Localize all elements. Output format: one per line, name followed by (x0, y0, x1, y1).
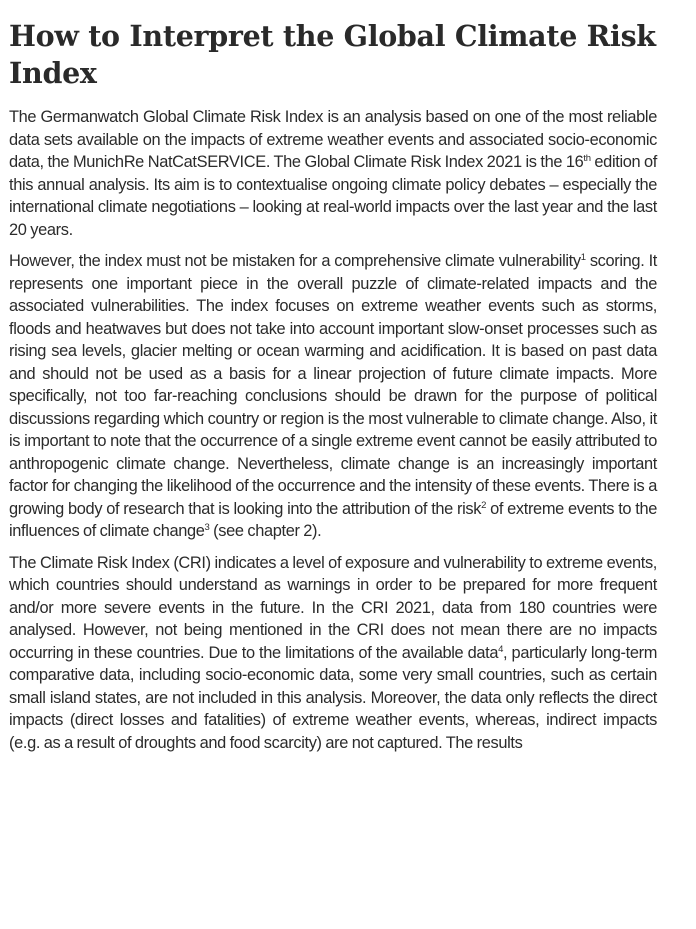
paragraph-limitations (9, 250, 657, 543)
paragraph-text: edition of this annual analysis. Its aim is to contextualise ongoing climate policy debates – especially the international climate negotiations – looking at real-world impacts over the last year and the last 20 years. (9, 153, 657, 239)
footnote-ref-4[interactable]: 4 (498, 643, 504, 655)
footnote-ref-3[interactable]: 3 (204, 522, 210, 533)
document-page (9, 18, 657, 763)
superscript: th (583, 153, 591, 164)
page-title: How to Interpret the Global Climate Risk Index (9, 19, 656, 90)
paragraph-text: of extreme events to the influences of climate change (9, 499, 657, 540)
paragraph-text: (see chapter 2). (209, 522, 322, 540)
paragraph-text: The Climate Risk Index (CRI) indicates a level of exposure and vulnerability to extreme events, which countries should understand as warnings in order to be prepared for more frequent and/or more severe events in the future. In the CRI 2021, data from 180 countries were analysed. However, not being mentioned in the CRI does not mean there are no impacts occurring in these countries. Due to the limitations of the available data (9, 553, 657, 662)
footnote-ref-2[interactable]: 2 (481, 499, 487, 511)
footnote-ref-1[interactable]: 1 (580, 252, 586, 263)
paragraph-text: scoring. It represents one important piece in the overall puzzle of climate-related impacts and the associated vulnerabilities. The index focuses on extreme weather events such as storms, floods and heatwaves but does not take into account important slow-onset processes such as rising sea levels, glacier melting or ocean warming and acidification. It is based on past data and should not be used as a basis for a linear projection of future climate impacts. More specifically, not too far-reaching conclusions should be drawn for the purpose of political discussions regarding which country or region is the most vulnerable to climate change. Also, it is important to note that the occurrence of a single extreme event cannot be easily attributed to anthropogenic climate change. Nevertheless, climate change is an increasingly important factor for changing the likelihood of the occurrence and the intensity of these events. There is a growing body of research that is looking into the attribution of the risk (9, 252, 657, 518)
paragraph-text: However, the index must not be mistaken for a comprehensive climate vulnerability (9, 252, 581, 270)
paragraph-text: , particularly long-term comparative data, including socio-economic data, some very small countries, such as certain small island states, are not included in this analysis. Moreover, the data only reflects the direct impacts (direct losses and fatalities) of extreme weather events, whereas, indirect impacts (e.g. as a result of droughts and food scarcity) are not captured. The results (9, 643, 657, 752)
paragraph-cri-exposure (9, 552, 657, 755)
paragraph-text: The Germanwatch Global Climate Risk Index is an analysis based on one of the most reliable data sets available on the impacts of extreme weather events and associated socio-economic data, the MunichRe NatCatSERVICE. The Global Climate Risk Index 2021 is the 16 (9, 108, 657, 171)
paragraph-intro (9, 106, 657, 241)
